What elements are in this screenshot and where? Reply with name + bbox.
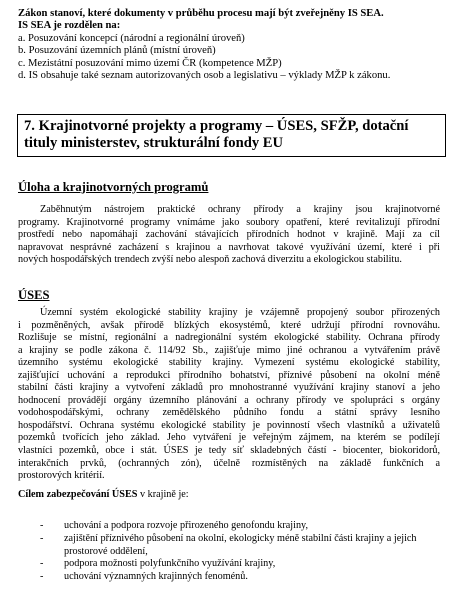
section-uses-paragraph [18,307,440,483]
intro-item-b: b. Posuzování územních plánů (místní úroveň) [18,45,216,57]
list-item [40,558,440,571]
chapter-heading-box [17,114,446,157]
dash-bullet: - [40,571,44,583]
paragraph-line: stabilní části krajiny a vytvoření základů pro mnohostranné využívání krajiny stanoví a jeho [18,382,440,394]
goals-lead [18,489,189,501]
paragraph-line: zajišťující uchování a reprodukci přírodního bohatství, příznivé působení na okolní méně [18,369,440,381]
dash-bullet: - [40,558,44,570]
paragraph-line: vodohospodářskými, ochrany zemědělského půdního fondu a státní správy lesního [18,407,440,419]
paragraph-line: pozemků tvořících jeho základ. Jeho vytváření je veřejným zájmem, na kterém se podílejí [18,432,440,444]
paragraph-line: a krajiny se podle zákona č. 114/92 Sb., zajišťuje mimo jiné ochranou a vytvářením právě [18,344,440,356]
paragraph-line: programy. Krajinotvorné programy vnímáme jako soubory opatření, které revitalizují přírodní [18,216,440,228]
list-item [40,520,440,533]
chapter-title-line-2: tituly ministerstev, strukturální fondy EU [24,135,284,151]
list-item-text: zajištění příznivého působení na okolní, ekologicky méně stabilní části krajiny a jejich prostorové oddělení, [64,532,417,557]
paragraph-line: interakčních prvků, (ochranných zón), účelně rozmístěných na základě funkčních a [18,457,440,469]
intro-block [18,8,448,82]
intro-line-1: Zákon stanoví, které dokumenty v průběhu procesu mají být zveřejněny IS SEA. [18,8,384,19]
intro-line-2: IS SEA je rozdělen na: [18,20,121,32]
list-item-text: uchování významných krajinných fenoménů. [64,571,248,583]
goals-list [40,520,440,584]
goals-label-suffix: v krajině je: [137,489,189,500]
section-programs-paragraph [18,204,440,267]
paragraph-line: hospodářství. Ochrana systému ekologické stability je povinností všech vlastníků a uživatelů [18,419,440,431]
paragraph-line: napravovat nesprávné zacházení s krajinou a navrhovat takové využívání území, které i při [18,241,440,253]
paragraph-line: prostorových kritérií. [18,470,105,482]
paragraph-line: Územní systém ekologické stability krajiny je vzájemně propojený soubor přirozených [40,307,440,318]
paragraph-line: územního systému ekologické stability krajiny. Vymezení systému ekologické stability, [18,357,440,369]
paragraph-line: hodnocení provádějí orgány územního plánování a ochrany přírody ve spolupráci s orgány [18,394,440,406]
paragraph-line: prostředí nebo napomáhají zachování stávajících přírodních hodnot v krajině. Mají za cíl [18,229,440,241]
list-item [40,571,440,584]
paragraph-line: Zaběhnutým nástrojem praktické ochrany přírody a krajiny jsou krajinotvorné [40,204,440,215]
intro-item-a: a. Posuzování koncepcí (národní a regionální úroveň) [18,32,245,44]
paragraph-line: i pozměněných, avšak přírodě blízkých ekosystémů, které udržují přírodní rovnováhu. [18,319,440,331]
dash-bullet: - [40,532,44,544]
list-item-text: podpora možnosti polyfunkčního využívání krajiny, [64,558,276,570]
list-item [40,533,440,559]
list-item-text: uchování a podpora rozvoje přirozeného genofondu krajiny, [64,520,309,531]
dash-bullet: - [40,520,44,531]
goals-label: Cílem zabezpečování ÚSES [18,489,138,500]
paragraph-line: nových hospodářských trendech zvýší nebo alespoň zachová diverzitu a ekologickou stabilitu. [18,254,402,266]
chapter-title-line-1: 7. Krajinotvorné projekty a programy – ÚSES, SFŽP, dotační [24,118,409,134]
section-heading-programs: Úloha a krajinotvorných programů [18,180,209,194]
section-heading-uses: ÚSES [18,288,50,302]
paragraph-line: vlastníci pozemků, obce i stát. ÚSES je tedy síť skladebných částí - biocenter, biokoridorů, [18,445,440,457]
paragraph-line: Rozlišuje se místní, regionální a nadregionální systém ekologické stability. Ochrana přírody [18,332,440,344]
intro-item-d: d. IS obsahuje také seznam autorizovaných osob a legislativu – výklady MŽP k zákonu. [18,70,391,82]
intro-item-c: c. Mezistátní posuzování mimo území ČR (kompetence MŽP) [18,57,282,69]
